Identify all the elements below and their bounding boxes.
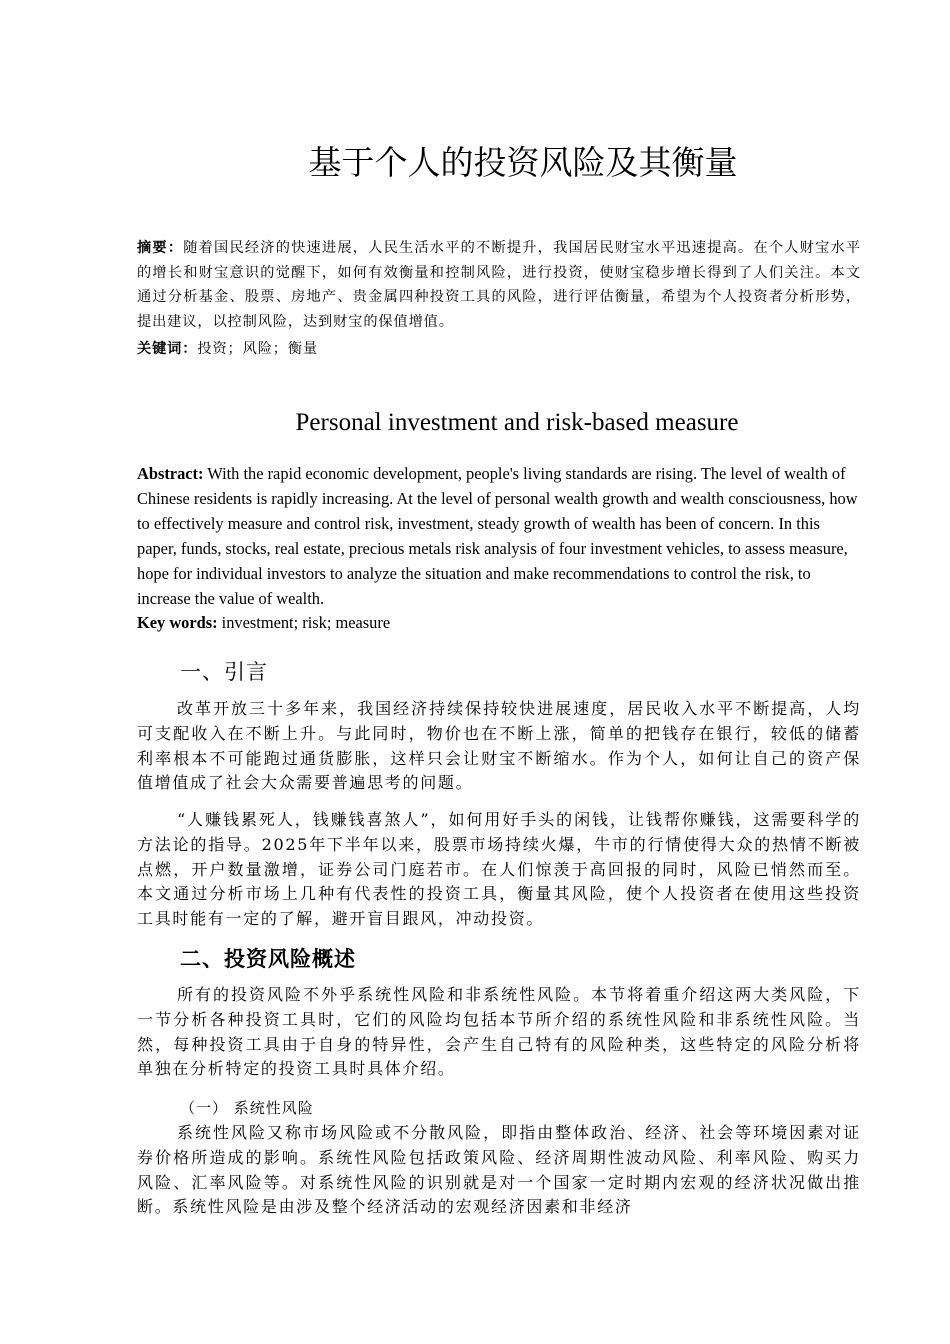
english-abstract-text: With the rapid economic development, people's living standards are rising. The level of wealth of Chinese residents is rapidly increasing. At the level of personal wealth growth and wealth consciousness, how to effectively measure and control risk, investment, steady growth of wealth has been of concern. In this paper, funds, stocks, real estate, precious metals risk analysis of four investment vehicles, to assess measure, hope for individual investors to analyze the situation and make recommendations to control the risk, to increase the value of wealth. <box>137 464 858 608</box>
risk-overview-paragraph: 所有的投资风险不外乎系统性风险和非系统性风险。本节将着重介绍这两大类风险，下一节分析各种投资工具时，它们的风险均包括本节所介绍的系统性风险和非系统性风险。当然，每种投资工具由于自身的特异性，会产生自己特有的风险种类，这些特定的风险分析将单独在分析特定的投资工具时具体介绍。 <box>137 985 861 1079</box>
english-keywords-text: investment; risk; measure <box>217 613 391 632</box>
intro-paragraph-2: “人赚钱累死人，钱赚钱喜煞人”，如何用好手头的闲钱，让钱帮你赚钱，这需要科学的方法论的指导。2025年下半年以来，股票市场持续火爆，牛市的行情使得大众的热情不断被点燃，开户数量激增，证券公司门庭若市。在人们惊羡于高回报的同时，风险已悄然而至。本文通过分析市场上几种有代表性的投资工具，衡量其风险，使个人投资者在使用这些投资工具时能有一定的了解，避开盲目跟风，冲动投资。 <box>137 810 861 929</box>
english-abstract <box>137 461 861 611</box>
intro-paragraph-1: 改革开放三十多年来，我国经济持续保持较快进展速度，居民收入水平不断提高，人均可支配收入在不断上升。与此同时，物价也在不断上涨，简单的把钱存在银行，较低的储蓄利率根本不可能跑过通货膨胀，这样只会让财宝不断缩水。作为个人，如何让自己的资产保值增值成了社会大众需要普遍思考的问题。 <box>137 699 861 793</box>
chinese-keywords <box>137 337 861 361</box>
systematic-risk-paragraph: 系统性风险又称市场风险或不分散风险，即指由整体政治、经济、社会等环境因素对证券价格所造成的影响。系统性风险包括政策风险、经济周期性波动风险、利率风险、购买力风险、汇率风险等。对系统性风险的识别就是对一个国家一定时期内宏观的经济状况做出推断。系统性风险是由涉及整个经济活动的宏观经济因素和非经济 <box>137 1123 861 1217</box>
english-keywords-label: Key words: <box>137 613 218 632</box>
section-heading-introduction: 一、引言 <box>180 660 268 684</box>
english-abstract-label: Abstract: <box>137 464 204 483</box>
chinese-keywords-text: 投资；风险；衡量 <box>197 341 319 357</box>
section-heading-risk-overview: 二、投资风险概述 <box>180 947 356 971</box>
chinese-keywords-label: 关键词： <box>137 341 198 357</box>
chinese-abstract-label: 摘要： <box>137 240 184 256</box>
subsection-heading-systematic-risk: （一） 系统性风险 <box>180 1099 314 1117</box>
chinese-title: 基于个人的投资风险及其衡量 <box>308 143 738 182</box>
english-title: Personal investment and risk-based measure <box>295 409 739 436</box>
chinese-abstract <box>137 236 861 334</box>
chinese-abstract-text: 随着国民经济的快速进展，人民生活水平的不断提升，我国居民财宝水平迅速提高。在个人财宝水平的增长和财宝意识的觉醒下，如何有效衡量和控制风险，进行投资，使财宝稳步增长得到了人们关注。本文通过分析基金、股票、房地产、贵金属四种投资工具的风险，进行评估衡量，希望为个人投资者分析形势，提出建议，以控制风险，达到财宝的保值增值。 <box>137 240 861 330</box>
english-keywords <box>137 610 861 635</box>
